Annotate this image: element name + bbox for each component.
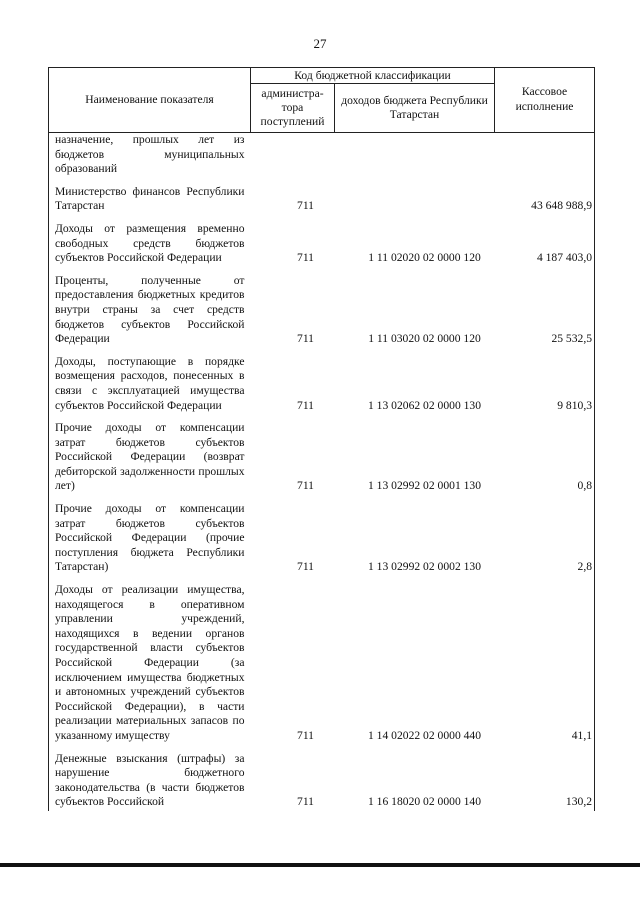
administrator-code-cell: 711 <box>297 332 314 346</box>
indicator-name-cell: Министерство финансов Республики Татарстан <box>49 179 251 216</box>
administrator-code-cell: 711 <box>297 479 314 493</box>
table-row <box>49 133 595 179</box>
indicator-name-cell: Денежные взыскания (штрафы) за нарушение бюджетного законодательства (в части бюджетов субъектов Российской <box>49 746 251 811</box>
administrator-code-cell <box>251 133 335 179</box>
administrator-code-cell: 711 <box>297 199 314 213</box>
header-budget-income-code: доходов бюджета Республики Татарстан <box>335 84 495 133</box>
cash-execution-cell: 4 187 403,0 <box>495 216 595 268</box>
indicator-name-cell: Проценты, полученные от предоставления бюджетных кредитов внутри страны за счет средств бюджетов субъектов Российской Федерации <box>49 268 251 349</box>
table-row <box>49 415 595 496</box>
administrator-code-cell: 711 <box>297 795 314 809</box>
cash-execution-cell: 41,1 <box>495 577 595 746</box>
table-body <box>49 133 595 811</box>
table-row <box>49 577 595 746</box>
scan-bottom-border <box>0 863 640 867</box>
indicator-name-cell: Доходы, поступающие в порядке возмещения расходов, понесенных в связи с эксплуатацией имущества субъектов Российской Федерации <box>49 349 251 415</box>
table-row <box>49 216 595 268</box>
administrator-code-cell: 711 <box>297 728 314 742</box>
table-row <box>49 746 595 811</box>
header-cash-execution: Кассовое исполнение <box>495 68 595 133</box>
table-header <box>49 68 595 133</box>
income-code-cell: 1 13 02992 02 0002 130 <box>367 560 482 574</box>
income-code-cell: 1 16 18020 02 0000 140 <box>367 795 482 809</box>
cash-execution-cell: 9 810,3 <box>495 349 595 415</box>
cash-execution-cell: 25 532,5 <box>495 268 595 349</box>
cash-execution-cell: 130,2 <box>495 746 595 811</box>
cash-execution-cell: 43 648 988,9 <box>495 179 595 216</box>
cash-execution-cell: 0,8 <box>495 415 595 496</box>
income-code-cell: 1 11 02020 02 0000 120 <box>368 251 481 265</box>
table-row <box>49 349 595 415</box>
income-code-cell: 1 14 02022 02 0000 440 <box>367 728 482 742</box>
indicator-name-cell: Прочие доходы от компенсации затрат бюджетов субъектов Российской Федерации (прочие поступления бюджета Республики Татарстан) <box>49 496 251 577</box>
table-row <box>49 268 595 349</box>
income-code-cell <box>335 133 495 179</box>
income-code-cell <box>335 179 495 216</box>
indicator-name-cell: назначение, прошлых лет из бюджетов муниципальных образований <box>49 133 251 179</box>
header-administrator: администра-тора поступлений <box>251 84 335 133</box>
income-code-cell: 1 11 03020 02 0000 120 <box>368 332 481 346</box>
cash-execution-cell <box>495 133 595 179</box>
cash-execution-cell: 2,8 <box>495 496 595 577</box>
table-row <box>49 179 595 216</box>
indicator-name-cell: Доходы от размещения временно свободных средств бюджетов субъектов Российской Федерации <box>49 216 251 268</box>
indicator-name-cell: Доходы от реализации имущества, находящегося в оперативном управлении учреждений, находящихся в ведении органов государственной власти субъектов Российской Федерации (за исключением имущества бюджетных и автономных учреждений субъектов Российской Федерации), в части реализации материальных запасов по указанному имуществу <box>49 577 251 746</box>
income-code-cell: 1 13 02062 02 0000 130 <box>367 398 482 412</box>
income-code-cell: 1 13 02992 02 0001 130 <box>367 479 482 493</box>
header-indicator-name: Наименование показателя <box>49 68 251 133</box>
header-budget-classification-code: Код бюджетной классификации <box>251 68 495 84</box>
table-row <box>49 496 595 577</box>
budget-execution-table <box>48 67 595 811</box>
indicator-name-cell: Прочие доходы от компенсации затрат бюджетов субъектов Российской Федерации (возврат дебиторской задолженности прошлых лет) <box>49 415 251 496</box>
page-number: 27 <box>313 36 327 51</box>
administrator-code-cell: 711 <box>297 398 314 412</box>
administrator-code-cell: 711 <box>297 560 314 574</box>
administrator-code-cell: 711 <box>297 251 314 265</box>
